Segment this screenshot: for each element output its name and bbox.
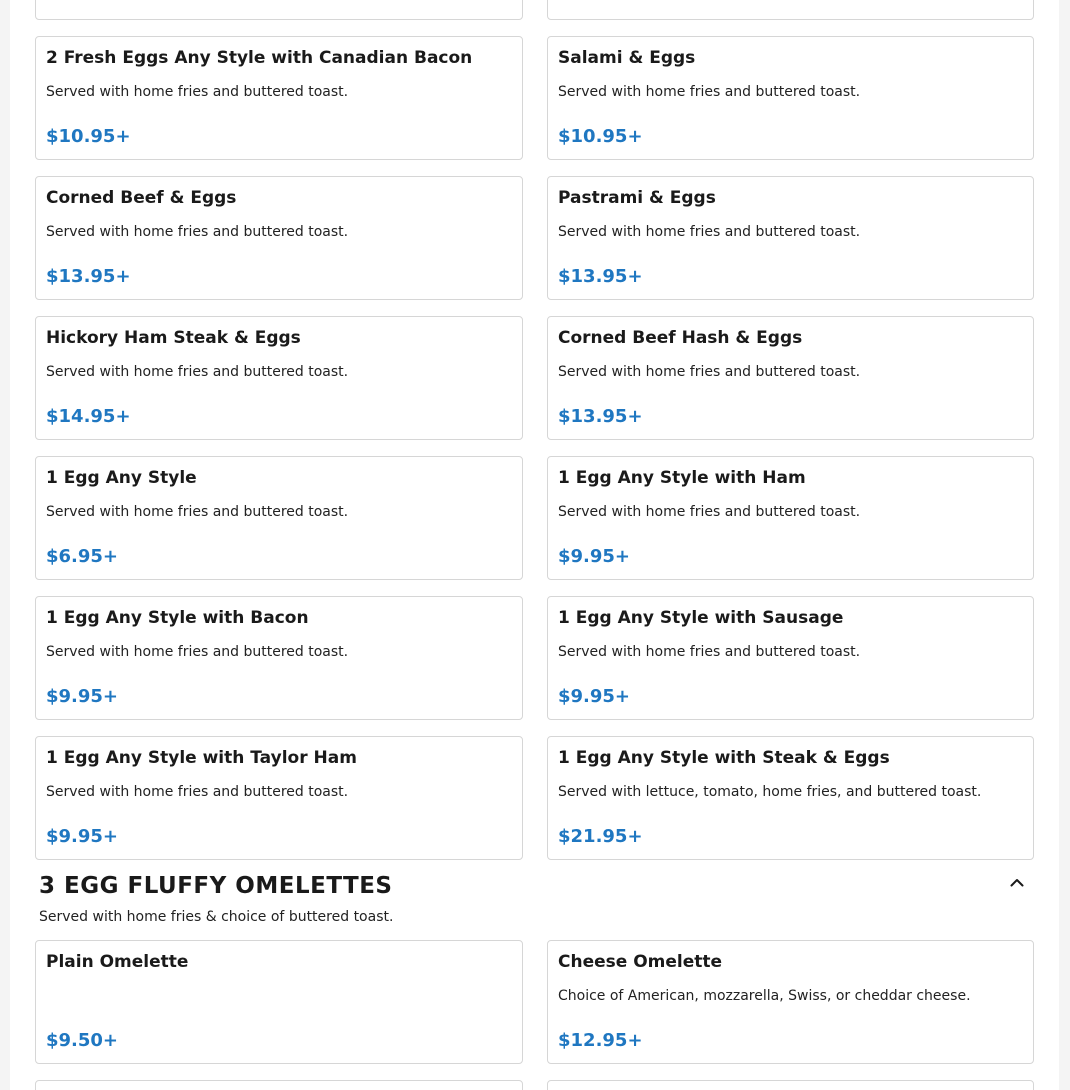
menu-item-card[interactable]	[35, 36, 523, 160]
menu-item-description: Served with home fries and buttered toast.	[558, 364, 861, 380]
menu-item-card[interactable]	[35, 316, 523, 440]
menu-item-name: Corned Beef & Eggs	[46, 188, 237, 208]
menu-item-price: $14.95+	[46, 406, 131, 427]
menu-item-card[interactable]	[35, 596, 523, 720]
menu-item-price: $12.95+	[558, 1030, 643, 1051]
menu-item-price: $13.95+	[46, 266, 131, 287]
section-collapse-toggle[interactable]	[1005, 870, 1029, 894]
menu-item-price: $10.95+	[558, 126, 643, 147]
menu-item-description: Served with home fries and buttered toast.	[46, 644, 349, 660]
menu-item-grid	[35, 0, 1034, 860]
menu-item-description: Served with home fries and buttered toast.	[46, 504, 349, 520]
menu-item-price: $9.95+	[558, 686, 631, 707]
menu-item-name: 1 Egg Any Style with Bacon	[46, 608, 309, 628]
menu-item-description: Served with home fries and buttered toast.	[46, 224, 349, 240]
omelettes-section-header	[39, 870, 1029, 930]
menu-item-description: Served with home fries and buttered toast.	[46, 84, 349, 100]
menu-item-description: Choice of American, mozzarella, Swiss, or cheddar cheese.	[558, 988, 971, 1004]
menu-item-card[interactable]	[547, 0, 1034, 20]
menu-item-description: Served with home fries and buttered toast.	[558, 84, 861, 100]
menu-item-name: Hickory Ham Steak & Eggs	[46, 328, 301, 348]
menu-item-card[interactable]	[547, 596, 1034, 720]
menu-item-description: Served with home fries and buttered toast.	[558, 224, 861, 240]
section-subtitle: Served with home fries & choice of buttered toast.	[39, 909, 394, 925]
menu-item-name: 2 Fresh Eggs Any Style with Canadian Bacon	[46, 48, 473, 68]
menu-item-name: 1 Egg Any Style with Steak & Eggs	[558, 748, 890, 768]
menu-item-name: 1 Egg Any Style with Sausage	[558, 608, 844, 628]
menu-item-price: $13.95+	[558, 406, 643, 427]
menu-item-name: Corned Beef Hash & Eggs	[558, 328, 803, 348]
menu-item-card[interactable]	[35, 736, 523, 860]
menu-item-card[interactable]	[547, 176, 1034, 300]
menu-item-name: Pastrami & Eggs	[558, 188, 716, 208]
menu-item-description: Served with lettuce, tomato, home fries, and buttered toast.	[558, 784, 982, 800]
menu-item-description: Served with home fries and buttered toast.	[46, 364, 349, 380]
menu-item-name: 1 Egg Any Style with Ham	[558, 468, 806, 488]
menu-item-card[interactable]	[547, 940, 1034, 1064]
menu-page	[10, 0, 1059, 1090]
menu-item-price: $9.95+	[558, 546, 631, 567]
menu-item-card[interactable]	[547, 1080, 1034, 1090]
menu-item-card[interactable]	[35, 940, 523, 1064]
menu-item-price: $21.95+	[558, 826, 643, 847]
menu-item-name: Plain Omelette	[46, 952, 189, 972]
menu-item-description: Served with home fries and buttered toast.	[46, 784, 349, 800]
menu-item-price: $9.95+	[46, 826, 119, 847]
menu-item-price: $13.95+	[558, 266, 643, 287]
menu-item-card[interactable]	[547, 316, 1034, 440]
menu-item-card[interactable]	[547, 736, 1034, 860]
menu-item-card[interactable]	[547, 456, 1034, 580]
menu-item-card[interactable]	[35, 1080, 523, 1090]
menu-item-card[interactable]	[547, 36, 1034, 160]
menu-item-description: Served with home fries and buttered toast.	[558, 504, 861, 520]
omelette-item-grid	[35, 940, 1034, 1090]
menu-item-price: $6.95+	[46, 546, 119, 567]
menu-item-name: Salami & Eggs	[558, 48, 696, 68]
menu-item-price: $9.95+	[46, 686, 119, 707]
menu-item-card[interactable]	[35, 456, 523, 580]
menu-item-card[interactable]	[35, 176, 523, 300]
menu-item-name: 1 Egg Any Style with Taylor Ham	[46, 748, 357, 768]
menu-item-name: 1 Egg Any Style	[46, 468, 197, 488]
menu-item-card[interactable]	[35, 0, 523, 20]
menu-item-price: $9.50+	[46, 1030, 119, 1051]
menu-item-price: $10.95+	[46, 126, 131, 147]
section-title: 3 EGG FLUFFY OMELETTES	[39, 873, 393, 899]
menu-item-description: Served with home fries and buttered toast.	[558, 644, 861, 660]
menu-item-name: Cheese Omelette	[558, 952, 723, 972]
chevron-up-icon	[1010, 878, 1024, 887]
